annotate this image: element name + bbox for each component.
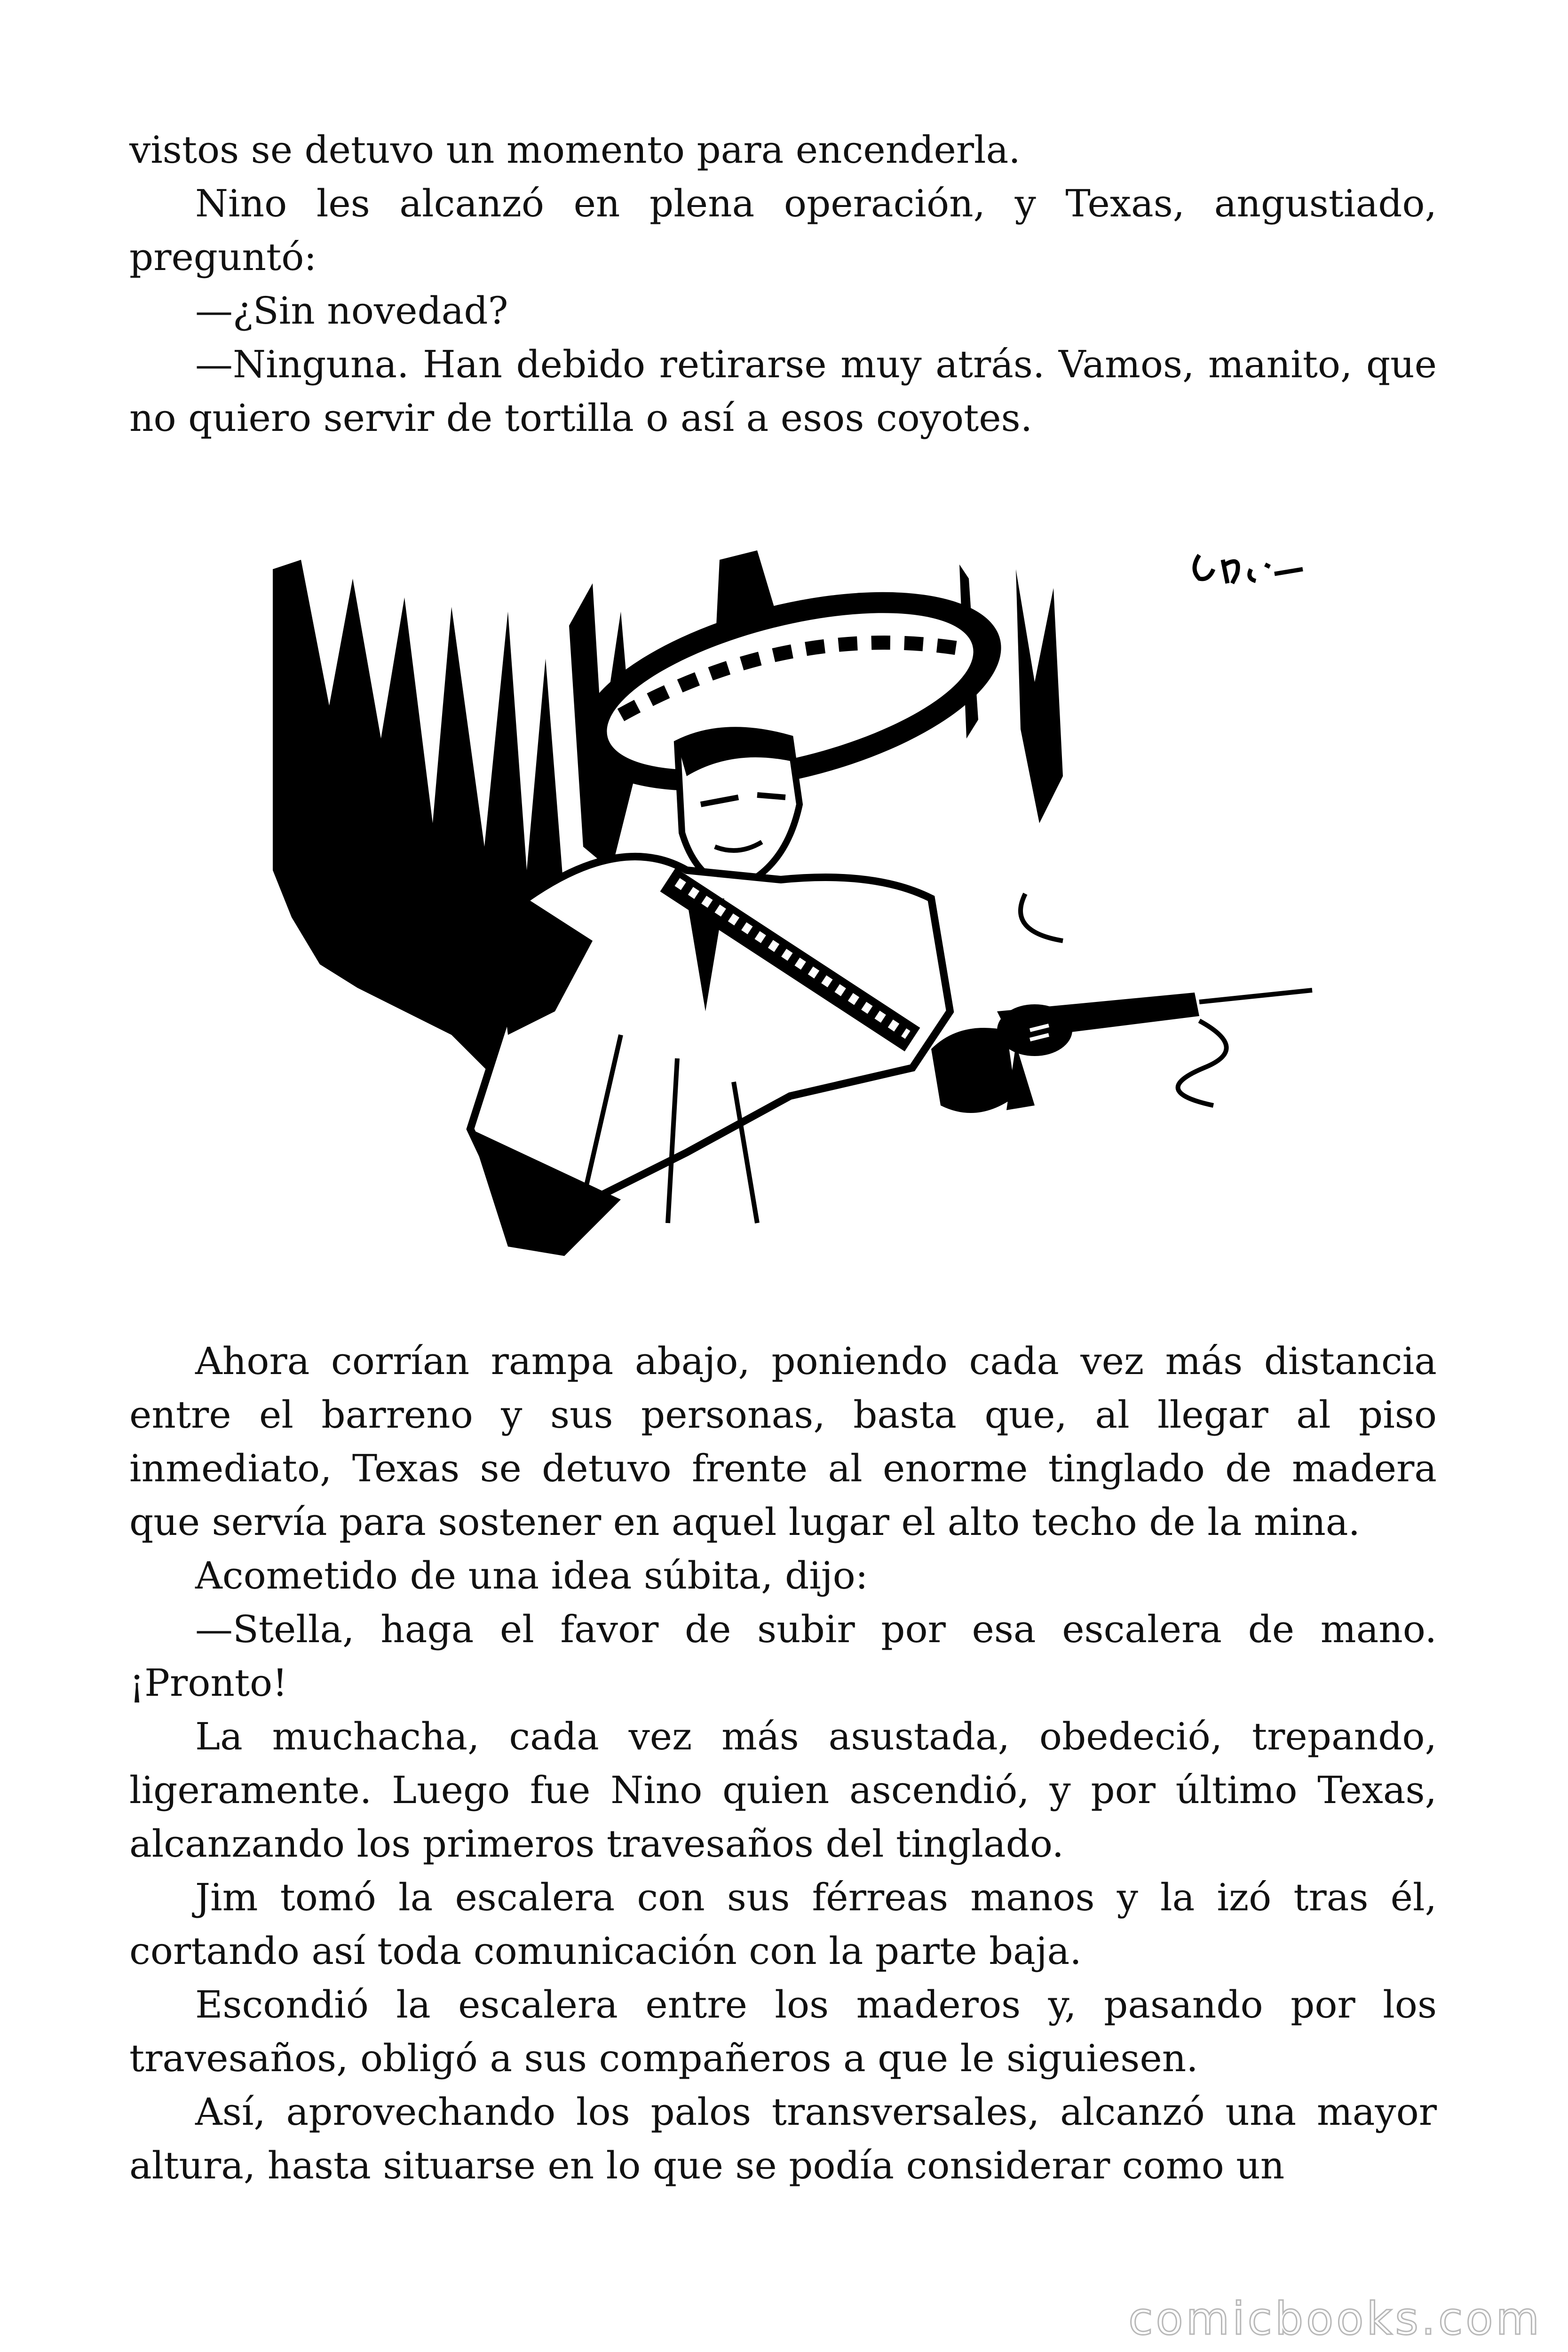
artist-signature bbox=[1195, 555, 1303, 583]
paragraph: Nino les alcanzó en plena operación, y Texas, angustiado, preguntó: bbox=[129, 182, 1437, 279]
revolver-gunman-illustration bbox=[263, 541, 1373, 1279]
paragraph: Ahora corrían rampa abajo, poniendo cada vez más distancia entre el barreno y sus personas, basta que, al llegar al piso inmediato, Texas se detuvo frente al enorme tinglado de madera que servía para sostener en aquel lugar el alto techo de la mina. bbox=[129, 1339, 1437, 1544]
paragraph: La muchacha, cada vez más asustada, obedeció, trepando, ligeramente. Luego fue Nino quien ascendió, y por último Texas, alcanzando los primeros travesaños del tinglado. bbox=[129, 1715, 1437, 1866]
paragraph: —¿Sin novedad? bbox=[195, 289, 508, 333]
paragraph: Jim tomó la escalera con sus férreas manos y la izó tras él, cortando así toda comunicación con la parte baja. bbox=[129, 1875, 1437, 1973]
gunman-head bbox=[677, 730, 800, 889]
paragraph: —Stella, haga el favor de subir por esa escalera de mano. ¡Pronto! bbox=[129, 1607, 1437, 1705]
paragraph: Así, aprovechando los palos transversales, alcanzó una mayor altura, hasta situarse en lo que se podía considerar como un bbox=[129, 2090, 1437, 2187]
revolver bbox=[931, 993, 1199, 1113]
watermark: comicbooks.com bbox=[1128, 2293, 1542, 2345]
paragraph: vistos se detuvo un momento para encenderla. bbox=[129, 128, 1021, 172]
top-text-block bbox=[129, 123, 1437, 445]
paragraph: Acometido de una idea súbita, dijo: bbox=[195, 1554, 868, 1597]
gunman-body bbox=[470, 857, 950, 1256]
bottom-text-block bbox=[129, 1335, 1437, 2193]
paragraph: Escondió la escalera entre los maderos y, pasando por los travesaños, obligó a sus compañeros a que le siguiesen. bbox=[129, 1983, 1437, 2080]
paragraph: —Ninguna. Han debido retirarse muy atrás. Vamos, manito, que no quiero servir de tortilla o así a esos coyotes. bbox=[129, 342, 1437, 440]
